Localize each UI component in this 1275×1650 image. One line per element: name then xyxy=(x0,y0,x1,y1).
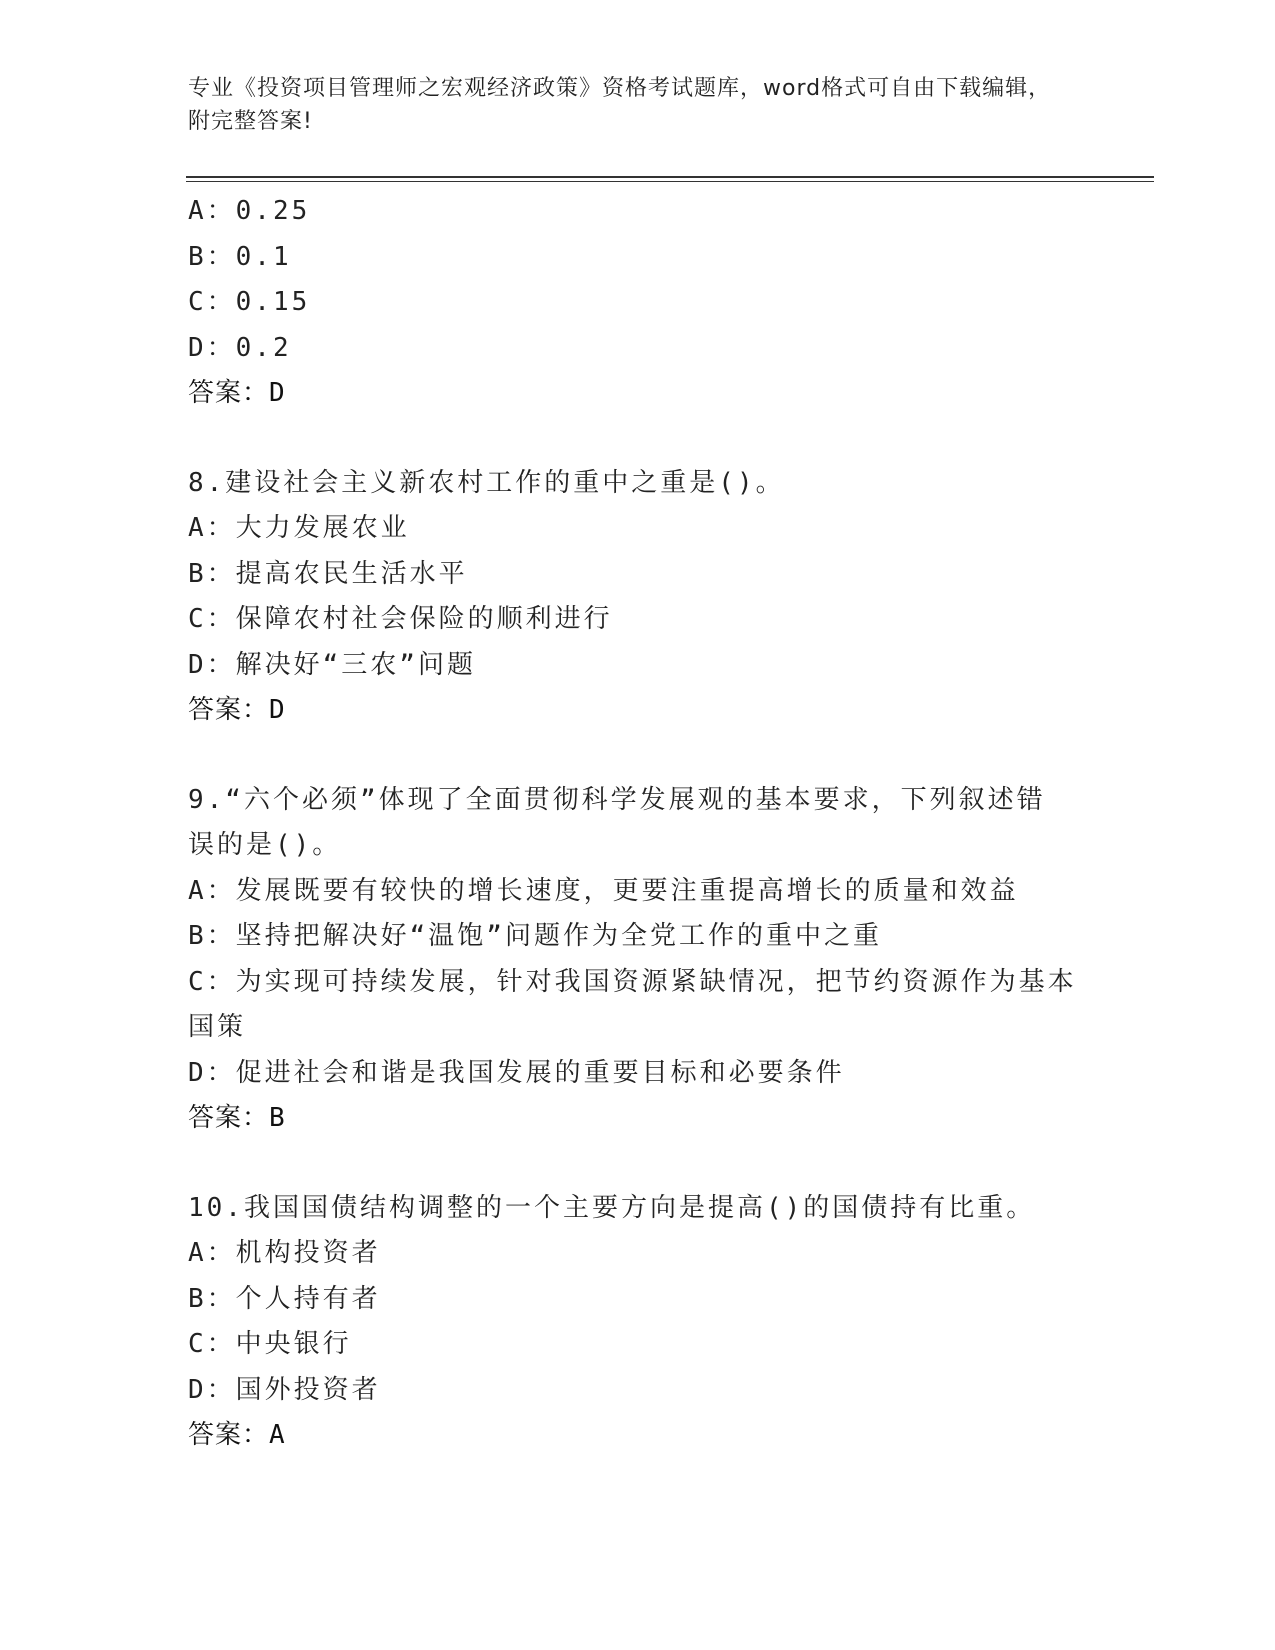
answer-line: 答案：B xyxy=(188,1103,286,1133)
option-a: A：大力发展农业 xyxy=(188,513,410,543)
question-9-block xyxy=(188,778,1088,1142)
header-rule-thin xyxy=(186,181,1154,182)
option-a: A：机构投资者 xyxy=(188,1238,381,1268)
question-stem-line-1: 9.“六个必须”体现了全面贯彻科学发展观的基本要求，下列叙述错 xyxy=(188,784,1046,815)
answer-line: 答案：D xyxy=(188,695,286,725)
question-10-block xyxy=(188,1186,1088,1459)
question-stem: 10.我国国债结构调整的一个主要方向是提高()的国债持有比重。 xyxy=(188,1192,1036,1223)
question-content xyxy=(188,189,1088,1459)
option-d: D：国外投资者 xyxy=(188,1374,381,1405)
header-rule-thick xyxy=(186,176,1154,178)
option-c-line-1: C：为实现可持续发展，针对我国资源紧缺情况，把节约资源作为基本 xyxy=(188,966,1077,997)
option-d: D：促进社会和谐是我国发展的重要目标和必要条件 xyxy=(188,1057,845,1088)
option-c-line-2: 国策 xyxy=(188,1012,247,1042)
answer-line: 答案：D xyxy=(188,378,286,408)
option-c: C：0.15 xyxy=(188,287,311,317)
option-b: B：个人持有者 xyxy=(188,1283,381,1314)
option-c: C：中央银行 xyxy=(188,1329,352,1359)
question-7-block xyxy=(188,189,1088,417)
option-d: D：0.2 xyxy=(188,332,292,363)
option-b: B：坚持把解决好“温饱”问题作为全党工作的重中之重 xyxy=(188,921,882,951)
option-a: A：0.25 xyxy=(188,196,311,226)
question-stem-line-2: 误的是()。 xyxy=(188,830,342,860)
option-b: B：提高农民生活水平 xyxy=(188,558,468,589)
question-8-block xyxy=(188,461,1088,734)
option-d: D：解决好“三农”问题 xyxy=(188,649,476,680)
answer-line: 答案：A xyxy=(188,1420,286,1450)
question-stem: 8.建设社会主义新农村工作的重中之重是()。 xyxy=(188,467,785,498)
option-b: B：0.1 xyxy=(188,241,292,272)
option-a: A：发展既要有较快的增长速度，更要注重提高增长的质量和效益 xyxy=(188,875,1019,906)
option-c: C：保障农村社会保险的顺利进行 xyxy=(188,604,613,634)
document-header: 专业《投资项目管理师之宏观经济政策》资格考试题库，word格式可自由下载编辑，附完整答案! xyxy=(188,76,1052,134)
